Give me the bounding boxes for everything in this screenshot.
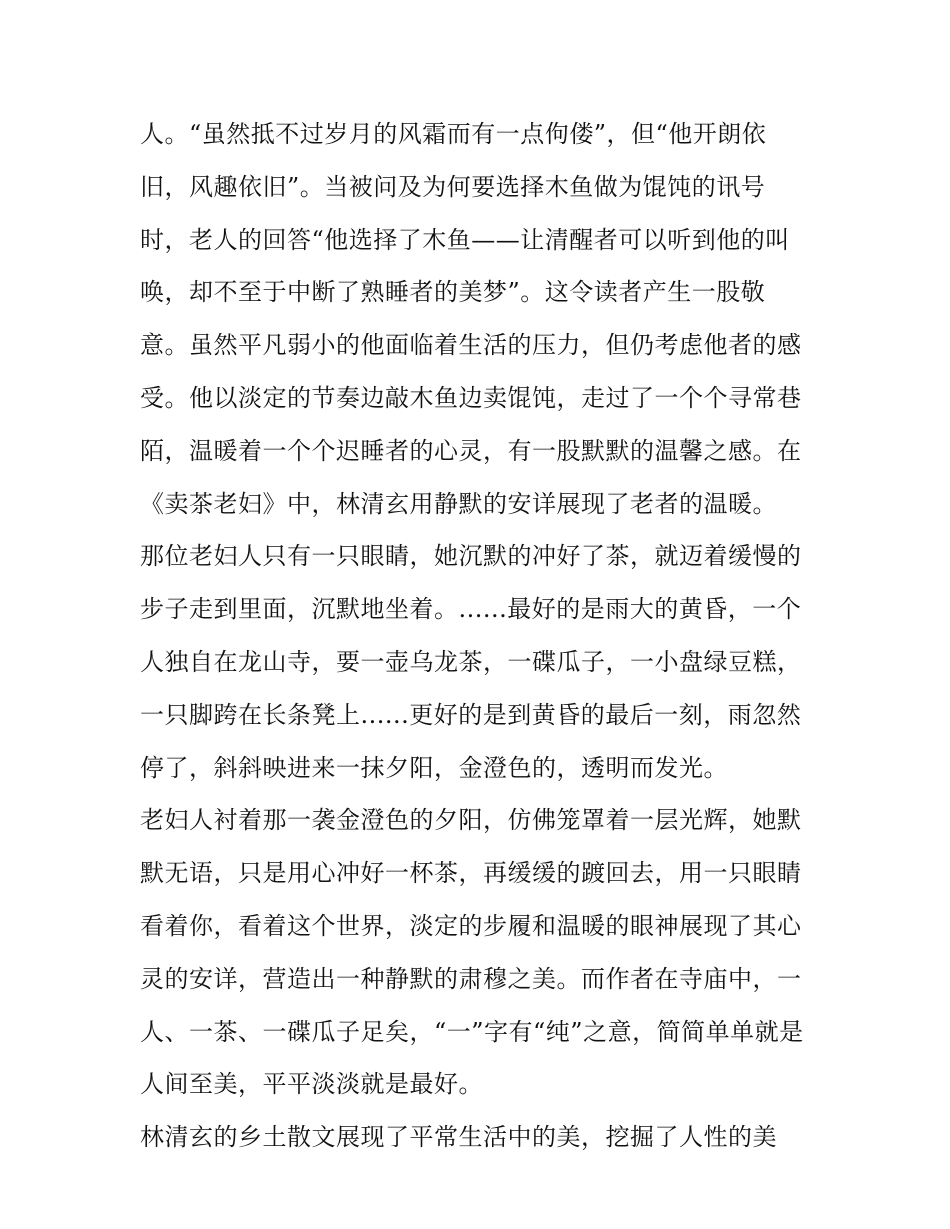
- text-line-17: 灵的安详，营造出一种静默的肃穆之美。而作者在寺庙中，一: [140, 964, 802, 993]
- text-line-4: 唤，却不至于中断了熟睡者的美梦”。这令读者产生一股敬: [140, 278, 766, 307]
- body-text: [140, 108, 820, 1164]
- text-line-3: 时，老人的回答“他选择了木鱼——让清醒者可以听到他的叫: [140, 225, 790, 254]
- text-line-14: 老妇人衬着那一袭金澄色的夕阳，仿佛笼罩着一层光辉，她默: [140, 806, 802, 835]
- text-line-5: 意。虽然平凡弱小的他面临着生活的压力，但仍考虑他者的感: [140, 331, 802, 360]
- text-line-13: 停了，斜斜映进来一抹夕阳，金澄色的，透明而发光。: [140, 753, 728, 782]
- text-line-18: 人、一茶、一碟瓜子足矣，“一”字有“纯”之意，简简单单就是: [140, 1017, 804, 1046]
- text-line-6: 受。他以淡定的节奏边敲木鱼边卖馄饨，走过了一个个寻常巷: [140, 383, 802, 412]
- text-line-8: 《卖茶老妇》中，林清玄用静默的安详展现了老者的温暖。: [140, 489, 777, 518]
- text-line-19: 人间至美，平平淡淡就是最好。: [140, 1070, 483, 1099]
- text-line-9: 那位老妇人只有一只眼睛，她沉默的冲好了茶，就迈着缓慢的: [140, 542, 802, 571]
- text-line-2: 旧，风趣依旧”。当被问及为何要选择木鱼做为馄饨的讯号: [140, 172, 766, 201]
- text-line-12: 一只脚跨在长条凳上......更好的是到黄昏的最后一刻，雨忽然: [140, 700, 802, 729]
- text-line-1: 人。“虽然抵不过岁月的风霜而有一点佝偻”，但“他开朗依: [140, 120, 767, 148]
- text-line-16: 看着你，看着这个世界，淡定的步履和温暖的眼神展现了其心: [140, 911, 802, 940]
- text-line-20: 林清玄的乡土散文展现了平常生活中的美，挖掘了人性的美: [140, 1123, 777, 1152]
- text-line-10: 步子走到里面，沉默地坐着。......最好的是雨大的黄昏，一个: [140, 595, 802, 624]
- text-line-11: 人独自在龙山寺，要一壶乌龙茶，一碟瓜子，一小盘绿豆糕，: [140, 647, 802, 676]
- text-line-15: 默无语，只是用心冲好一杯茶，再缓缓的踱回去，用一只眼睛: [140, 859, 802, 888]
- text-line-7: 陌，温暖着一个个迟睡者的心灵，有一股默默的温馨之感。在: [140, 436, 802, 465]
